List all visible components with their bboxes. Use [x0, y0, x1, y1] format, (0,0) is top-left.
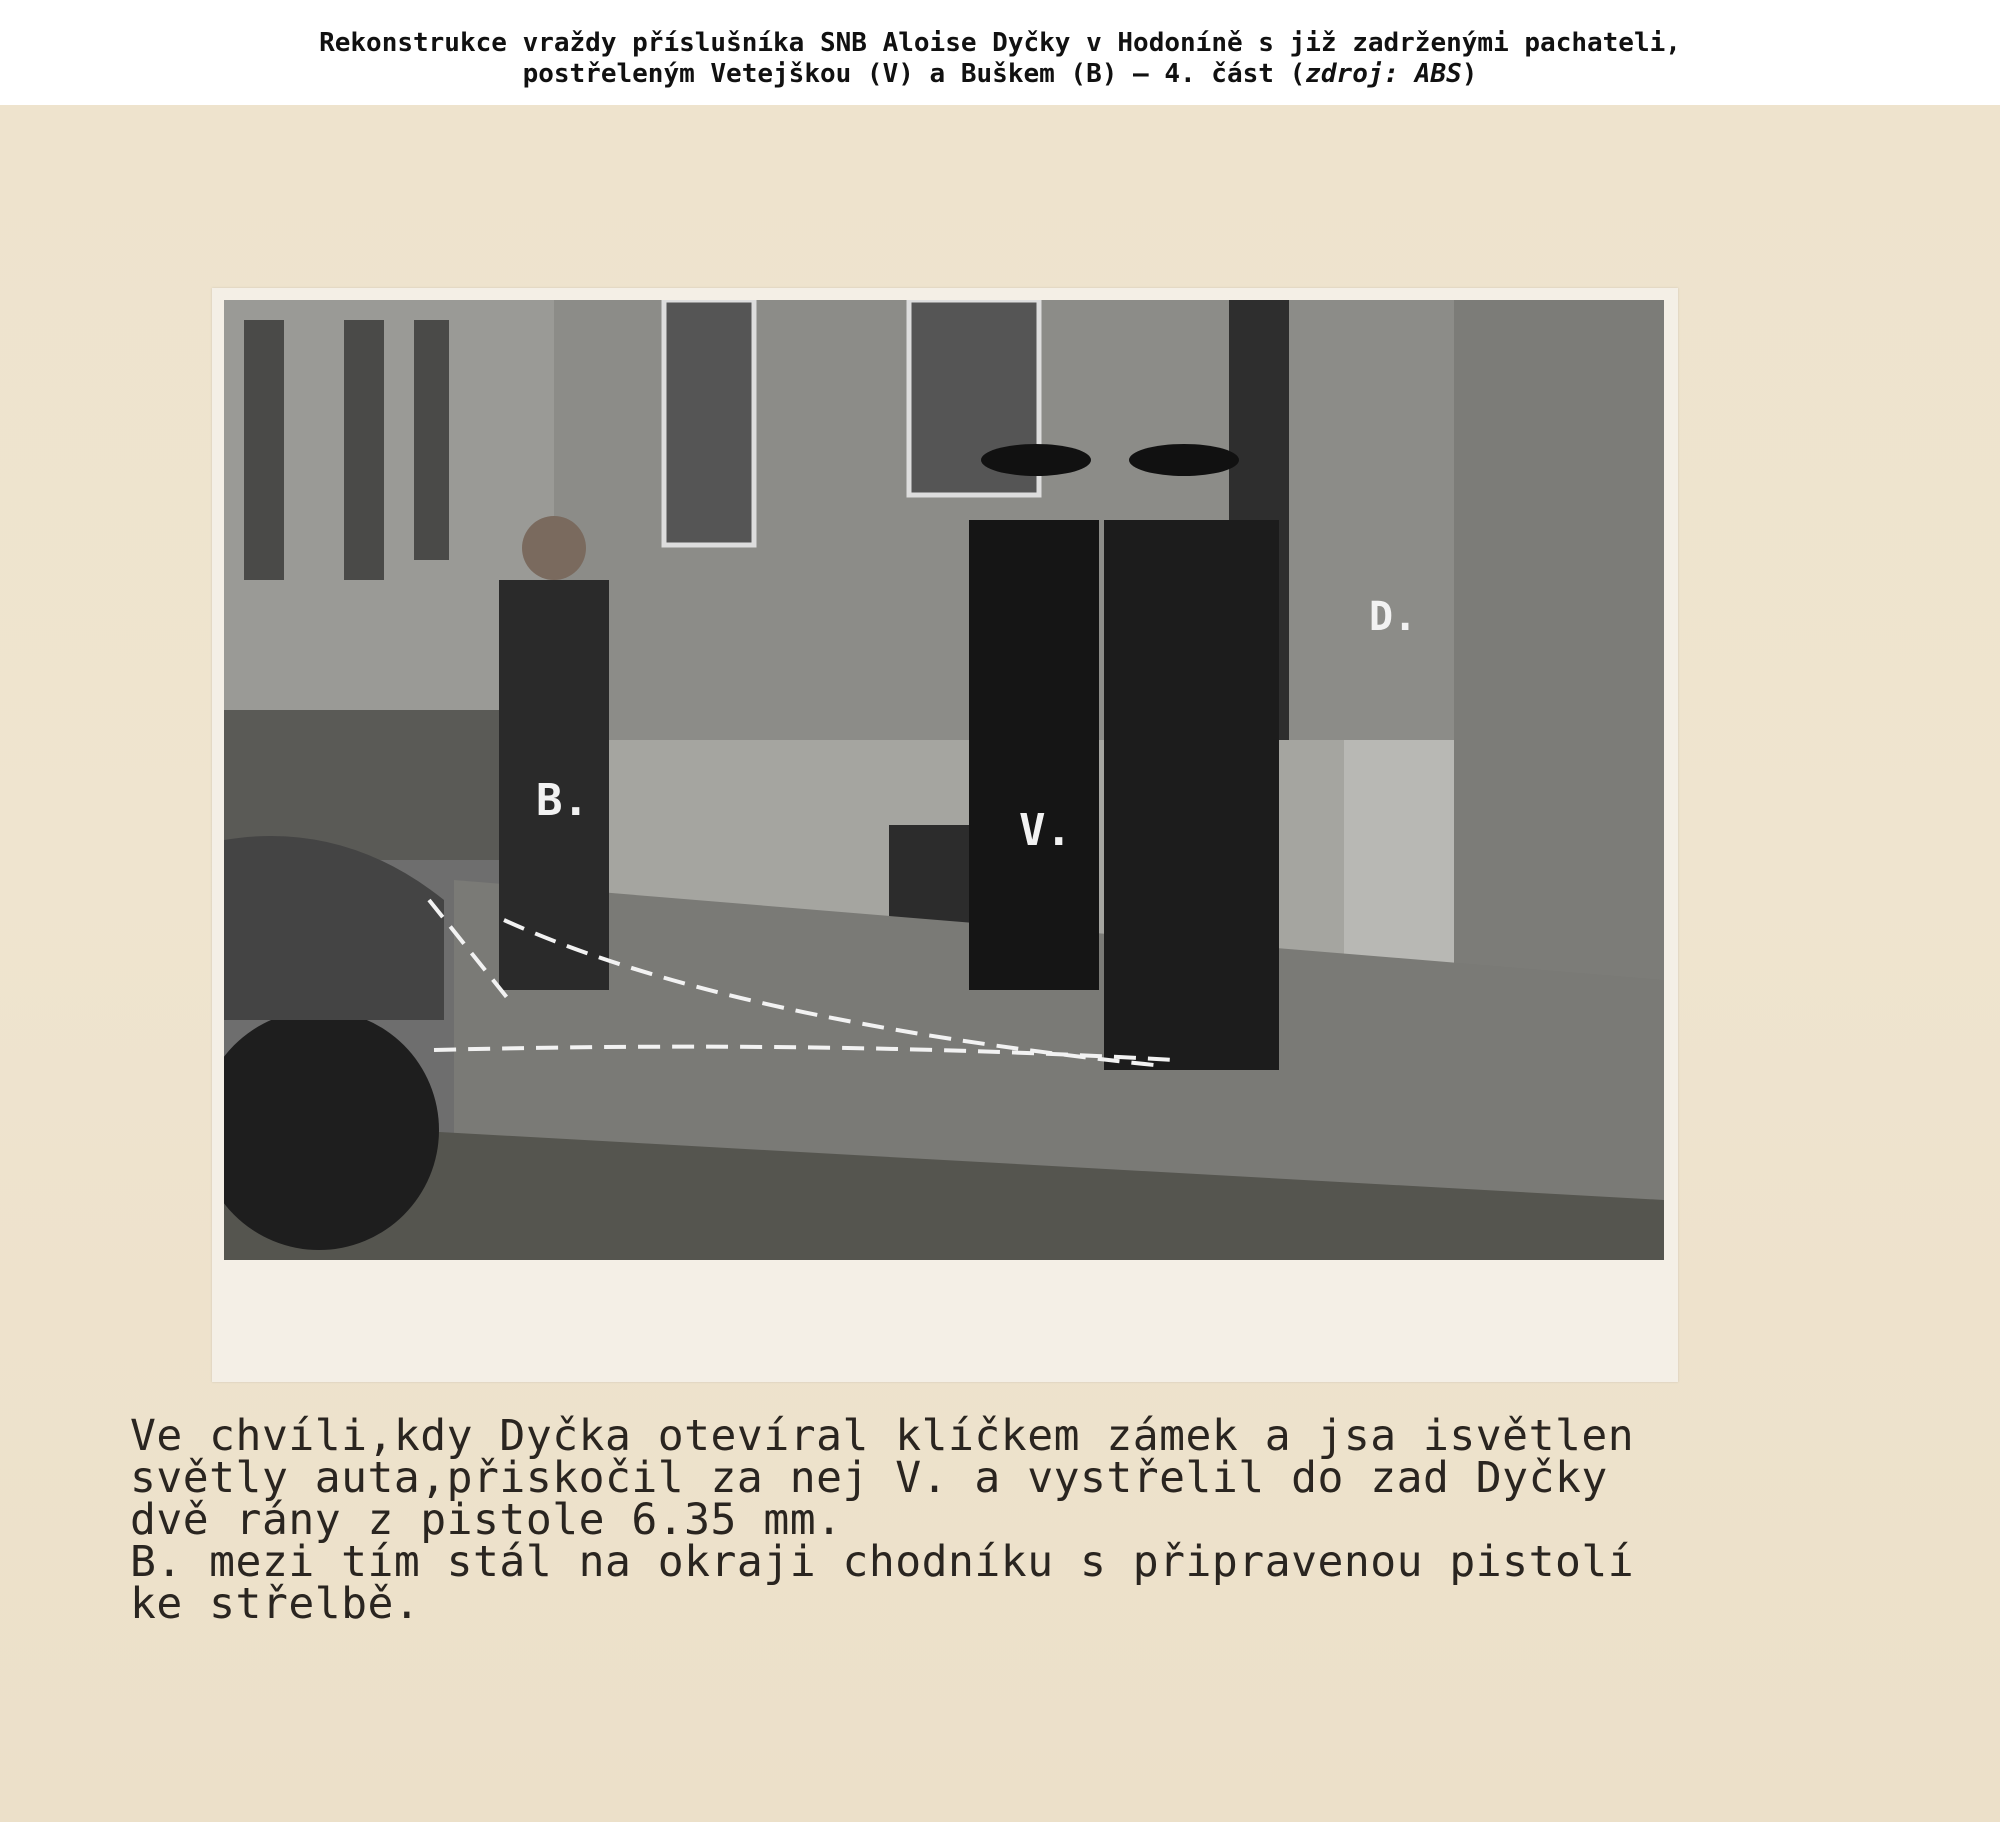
caption-line-2-text: postřeleným Vetejškou (V) a Buškem (B) – 4. část (	[522, 59, 1306, 89]
album-page	[0, 105, 2000, 1822]
typed-description	[130, 1411, 1910, 1629]
label-d: D.	[1369, 594, 1418, 640]
building-window	[244, 320, 284, 580]
caption-header	[0, 0, 2000, 105]
caption-line-2	[0, 59, 2000, 90]
note-line: světly auta,přiskočil za nej V. a vystřelil do zad Dyčky	[130, 1453, 1608, 1503]
caption-source: zdroj: ABS	[1305, 59, 1462, 89]
man-d-figure	[1104, 520, 1279, 1070]
man-d-hat	[1129, 444, 1239, 476]
man-b-head	[522, 516, 586, 580]
caption-line-2-end: )	[1461, 59, 1478, 89]
note-line: ke střelbě.	[130, 1579, 421, 1629]
photo-mount	[212, 288, 1678, 1382]
man-v-hat	[981, 444, 1091, 476]
label-b: B.	[536, 775, 589, 826]
building-window	[414, 320, 449, 560]
note-line: dvě rány z pistole 6.35 mm.	[130, 1495, 843, 1545]
building-window	[664, 300, 754, 545]
label-v: V.	[1019, 805, 1072, 856]
caption-line-1: Rekonstrukce vraždy příslušníka SNB Aloise Dyčky v Hodoníně s již zadrženými pachateli,	[319, 28, 1681, 58]
man-v-figure	[969, 520, 1099, 990]
note-line: Ve chvíli,kdy Dyčka otevíral klíčkem zámek a jsa isvětlen	[130, 1411, 1635, 1461]
reconstruction-photo	[224, 300, 1664, 1260]
note-line: B. mezi tím stál na okraji chodníku s připravenou pistolí	[130, 1537, 1635, 1587]
photo-scene	[224, 300, 1664, 1260]
building-window	[344, 320, 384, 580]
